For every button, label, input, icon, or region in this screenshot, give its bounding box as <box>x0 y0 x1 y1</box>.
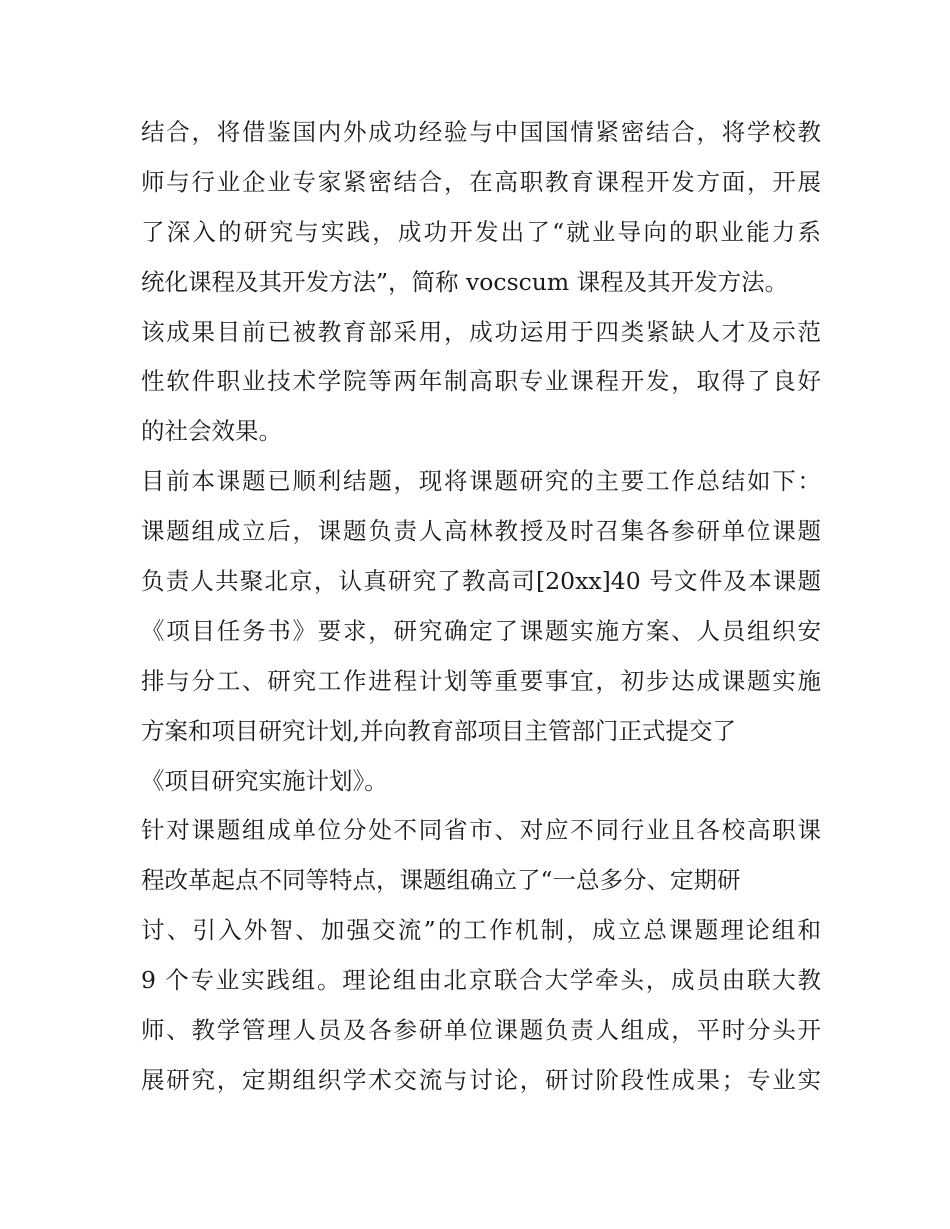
text-line: 师与行业企业专家紧密结合，在高职教育课程开发方面，开展 <box>141 167 821 196</box>
text-line: 课题组成立后，课题负责人高林教授及时召集各参研单位课题 <box>141 517 821 546</box>
text-line: 方案和项目研究计划,并向教育部项目主管部门正式提交了 <box>141 716 736 745</box>
text-line: 性软件职业技术学院等两年制高职专业课程开发，取得了良好 <box>141 367 821 396</box>
text-line: 展研究，定期组织学术交流与讨论，研讨阶段性成果；专业实 <box>141 1065 821 1094</box>
text-line: 结合，将借鉴国内外成功经验与中国国情紧密结合，将学校教 <box>141 118 821 146</box>
text-line: 负责人共聚北京，认真研究了教高司[20xx]40 号文件及本课题 <box>141 567 821 596</box>
body-text <box>141 108 821 1106</box>
text-line: 师、教学管理人员及各参研单位课题负责人组成，平时分头开 <box>141 1016 821 1045</box>
text-line: 9 个专业实践组。理论组由北京联合大学牵头，成员由联大教 <box>141 966 821 995</box>
text-line: 讨、引入外智、加强交流”的工作机制，成立总课题理论组和 <box>141 916 821 945</box>
text-line: 针对课题组成单位分处不同省市、对应不同行业且各校高职课 <box>141 816 821 845</box>
text-line: 《项目研究实施计划》。 <box>141 766 388 795</box>
text-line: 了深入的研究与实践，成功开发出了“就业导向的职业能力系 <box>141 217 821 246</box>
text-line: 该成果目前已被教育部采用，成功运用于四类紧缺人才及示范 <box>141 317 821 346</box>
text-line: 统化课程及其开发方法”，简称 vocscum 课程及其开发方法。 <box>141 267 789 296</box>
text-line: 程改革起点不同等特点，课题组确立了“一总多分、定期研 <box>141 866 741 895</box>
text-line: 《项目任务书》要求，研究确定了课题实施方案、人员组织安 <box>141 616 821 645</box>
text-line: 目前本课题已顺利结题，现将课题研究的主要工作总结如下： <box>141 467 821 496</box>
text-line: 排与分工、研究工作进程计划等重要事宜，初步达成课题实施 <box>141 666 821 695</box>
text-line: 的社会效果。 <box>141 417 282 446</box>
